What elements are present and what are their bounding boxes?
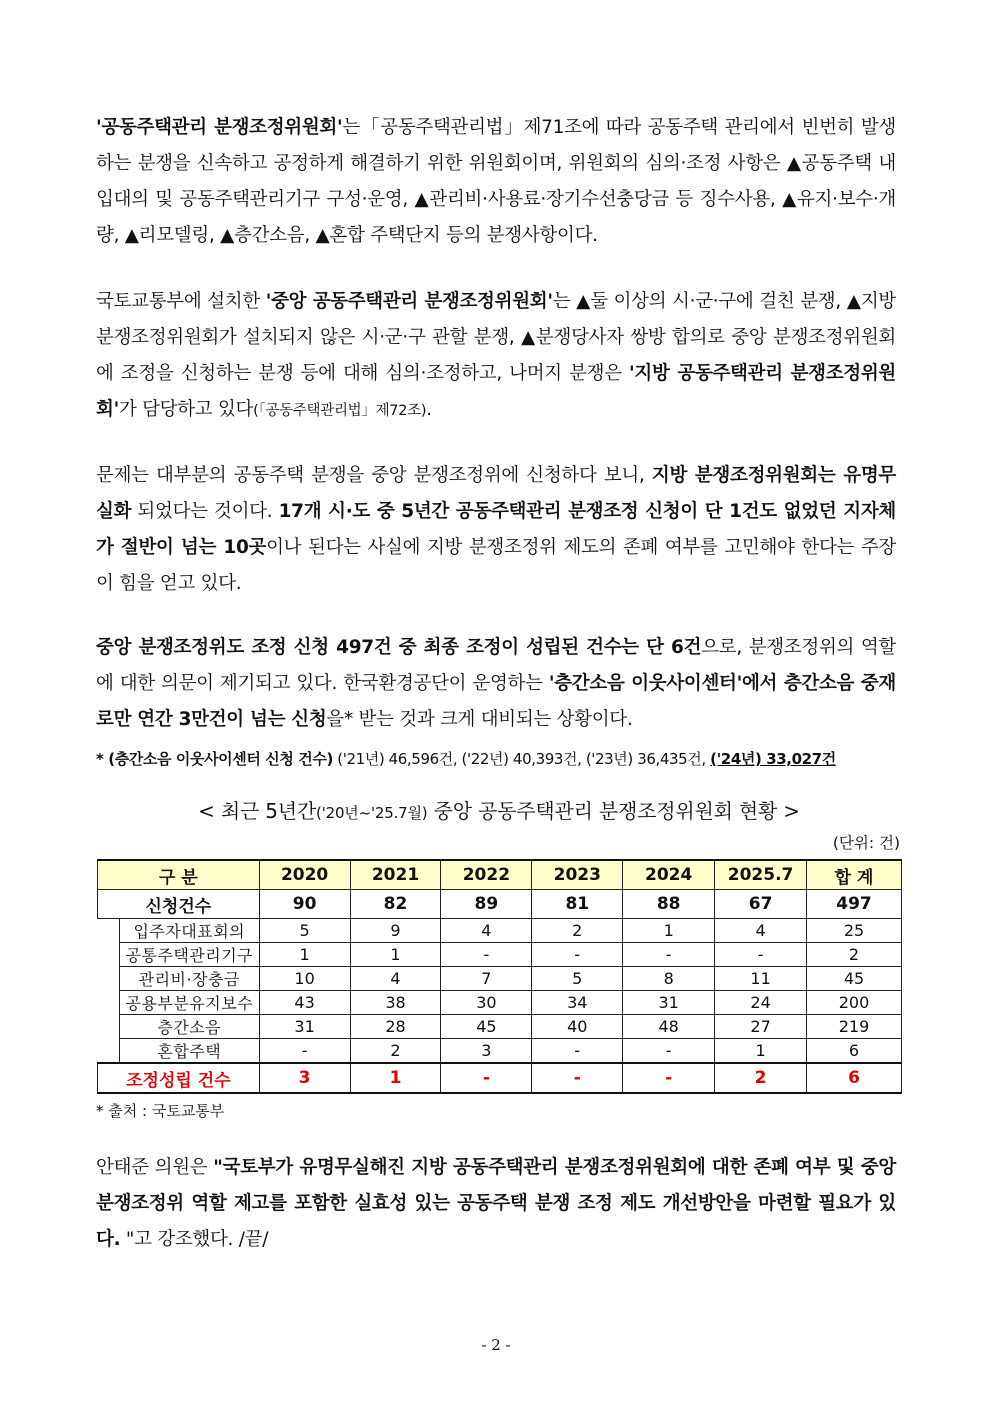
body-text: 는「공동주택관리법」제71조에 따라 공동주택 관리에서 빈번히 발생하는 분쟁을 신속하고 공정하게 해결하기 위한 위원회이며, 위원회의 심의·조정 사항은 ▲공동주택 내 입대의 및 공동주택관리기구 구성·운영, ▲관리비·사용료·장기수선충당금 등 징수사용, ▲유지·보수·개량, ▲리모델링, ▲층간소음, ▲혼합 주택단지 등의 분쟁사항이다. (96, 117, 897, 246)
footnote-noise-center (96, 748, 896, 769)
cell: 4 (715, 919, 807, 943)
cell: 497 (807, 890, 902, 919)
cell: 1 (350, 943, 441, 967)
bold-text: 중앙 분쟁조정위도 조정 신청 497건 중 최종 조정이 성립된 건수는 단 6건 (96, 637, 702, 658)
bold-text: '중앙 공동주택관리 분쟁조정위원회' (265, 291, 553, 312)
note-text: ('21년) 46,596건, ('22년) 40,393건, ('23년) 36,435건, (332, 750, 711, 768)
header-2020: 2020 (259, 860, 350, 890)
row-label: 공용부분유지보수 (119, 991, 259, 1015)
cell: 1 (350, 1063, 441, 1093)
cell: 34 (532, 991, 623, 1015)
cell: 31 (259, 1015, 350, 1039)
cell: 90 (259, 890, 350, 919)
body-text: 는 ▲둘 이상의 시·군·구에 걸친 분쟁, ▲지방 분쟁조정위원회가 설치되지 않은 시·군·구 관할 분쟁, ▲분쟁당사자 쌍방 합의로 중앙 분쟁조정위원회에 조정을 신청하는 분쟁 등에 대해 심의·조정하고, 나머지 분쟁은 (96, 291, 897, 384)
cell: 2 (350, 1039, 441, 1064)
unit-label: (단위: 건) (832, 834, 900, 852)
bold-text: '층간소음 이웃사이센터'에서 층간소음 중재로만 연간 3만건이 넘는 신청 (96, 673, 896, 730)
cell: - (441, 943, 532, 967)
header-2023: 2023 (532, 860, 623, 890)
bold-text: '지방 공동주택관리 분쟁조정위원회' (96, 363, 896, 420)
body-text: . (426, 399, 432, 420)
table-source: * 출처 : 국토교통부 (96, 1102, 225, 1120)
row-label: 조정성립 건수 (98, 1063, 260, 1093)
table-title-text: < 최근 5년간 (198, 799, 317, 823)
cell: - (259, 1039, 350, 1064)
law-reference: (「공동주택관리법」제72조) (253, 403, 427, 419)
cell: 9 (350, 919, 441, 943)
row-label: 층간소음 (119, 1015, 259, 1039)
cell: 88 (623, 890, 715, 919)
header-2025-7: 2025.7 (715, 860, 807, 890)
cell: 6 (807, 1063, 902, 1093)
table-row (98, 919, 902, 943)
cell: 48 (623, 1015, 715, 1039)
cell: 10 (259, 967, 350, 991)
row-label: 신청건수 (98, 890, 260, 919)
paragraph-problem (96, 458, 896, 602)
cell: - (532, 1063, 623, 1093)
table-row-settled (98, 1063, 902, 1093)
header-2024: 2024 (623, 860, 715, 890)
cell: 5 (259, 919, 350, 943)
table-row (98, 1015, 902, 1039)
cell: 219 (807, 1015, 902, 1039)
cell: 4 (350, 967, 441, 991)
cell: 6 (807, 1039, 902, 1064)
dispute-stats-table (97, 859, 902, 1094)
cell: 27 (715, 1015, 807, 1039)
cell: 7 (441, 967, 532, 991)
note-label: * (층간소음 이웃사이센터 신청 건수) (96, 750, 333, 768)
row-label: 혼합주택 (119, 1039, 259, 1064)
quote-text: "국토부가 유명무실해진 지방 공동주택관리 분쟁조정위원회에 대한 존폐 여부 및 중앙 분쟁조정위 역할 제고를 포함한 실효성 있는 공동주택 분쟁 조정 제도 개선방안을 마련할 필요가 있다. (96, 1157, 896, 1250)
cell: 40 (532, 1015, 623, 1039)
cell: 3 (259, 1063, 350, 1093)
cell: 1 (259, 943, 350, 967)
body-text: 문제는 대부분의 공동주택 분쟁을 중앙 분쟁조정위에 신청하다 보니, (96, 465, 652, 486)
cell: 24 (715, 991, 807, 1015)
cell: - (441, 1063, 532, 1093)
cell: 25 (807, 919, 902, 943)
paragraph-committee-definition (96, 110, 896, 254)
note-highlight: ('24년) 33,027건 (710, 750, 836, 768)
table-row (98, 967, 902, 991)
cell: 45 (441, 1015, 532, 1039)
cell: 81 (532, 890, 623, 919)
table-title-text: 중앙 공동주택관리 분쟁조정위원회 현황 > (427, 799, 800, 823)
cell: - (623, 943, 715, 967)
body-text: "고 강조했다. /끝/ (120, 1229, 269, 1250)
row-label: 관리비·장충금 (119, 967, 259, 991)
cell: 200 (807, 991, 902, 1015)
indent-spacer (98, 919, 120, 1064)
cell: 45 (807, 967, 902, 991)
cell: 8 (623, 967, 715, 991)
cell: 1 (715, 1039, 807, 1064)
page-number: - 2 - (481, 1336, 511, 1354)
cell: 2 (532, 919, 623, 943)
cell: - (623, 1039, 715, 1064)
header-category: 구 분 (98, 860, 260, 890)
cell: 67 (715, 890, 807, 919)
cell: - (623, 1063, 715, 1093)
paragraph-lawmaker-quote (96, 1150, 896, 1258)
bold-text: 지방 분쟁조정위원회는 유명무실화 (96, 465, 896, 522)
cell: 3 (441, 1039, 532, 1064)
body-text: 으로, 분쟁조정위의 역할에 대한 의문이 제기되고 있다. 한국환경공단이 운영하는 (96, 637, 896, 694)
header-2021: 2021 (350, 860, 441, 890)
header-2022: 2022 (441, 860, 532, 890)
cell: 5 (532, 967, 623, 991)
bold-text: '공동주택관리 분쟁조정위원회' (96, 117, 343, 138)
body-text: 이나 된다는 사실에 지방 분쟁조정위 제도의 존폐 여부를 고민해야 한다는 주장이 힘을 얻고 있다. (96, 537, 896, 594)
table-row (98, 991, 902, 1015)
cell: 43 (259, 991, 350, 1015)
cell: 1 (623, 919, 715, 943)
row-label: 공통주택관리기구 (119, 943, 259, 967)
cell: - (532, 943, 623, 967)
body-text: 안태준 의원은 (96, 1157, 214, 1178)
header-total: 합 계 (807, 860, 902, 890)
cell: 11 (715, 967, 807, 991)
cell: 31 (623, 991, 715, 1015)
cell: 28 (350, 1015, 441, 1039)
cell: 89 (441, 890, 532, 919)
table-row (98, 943, 902, 967)
cell: 30 (441, 991, 532, 1015)
table-header-row (98, 860, 902, 890)
body-text: 되었다는 것이다. (131, 501, 279, 522)
table-title-period: ('20년~'25.7월) (316, 804, 428, 822)
table-title (96, 795, 902, 824)
body-text: 국토교통부에 설치한 (96, 291, 266, 312)
table-row-applications (98, 890, 902, 919)
paragraph-central-committee (96, 284, 896, 429)
bold-text: 17개 시·도 중 5년간 공동주택관리 분쟁조정 신청이 단 1건도 없었던 지자체가 절반이 넘는 10곳 (96, 501, 896, 558)
cell: - (715, 943, 807, 967)
table-row (98, 1039, 902, 1064)
body-text: 가 담당하고 있다 (118, 399, 254, 420)
cell: 38 (350, 991, 441, 1015)
paragraph-central-results (96, 630, 896, 738)
cell: 2 (715, 1063, 807, 1093)
row-label: 입주자대표회의 (119, 919, 259, 943)
cell: - (532, 1039, 623, 1064)
cell: 2 (807, 943, 902, 967)
cell: 4 (441, 919, 532, 943)
body-text: 을* 받는 것과 크게 대비되는 상황이다. (326, 709, 633, 730)
cell: 82 (350, 890, 441, 919)
